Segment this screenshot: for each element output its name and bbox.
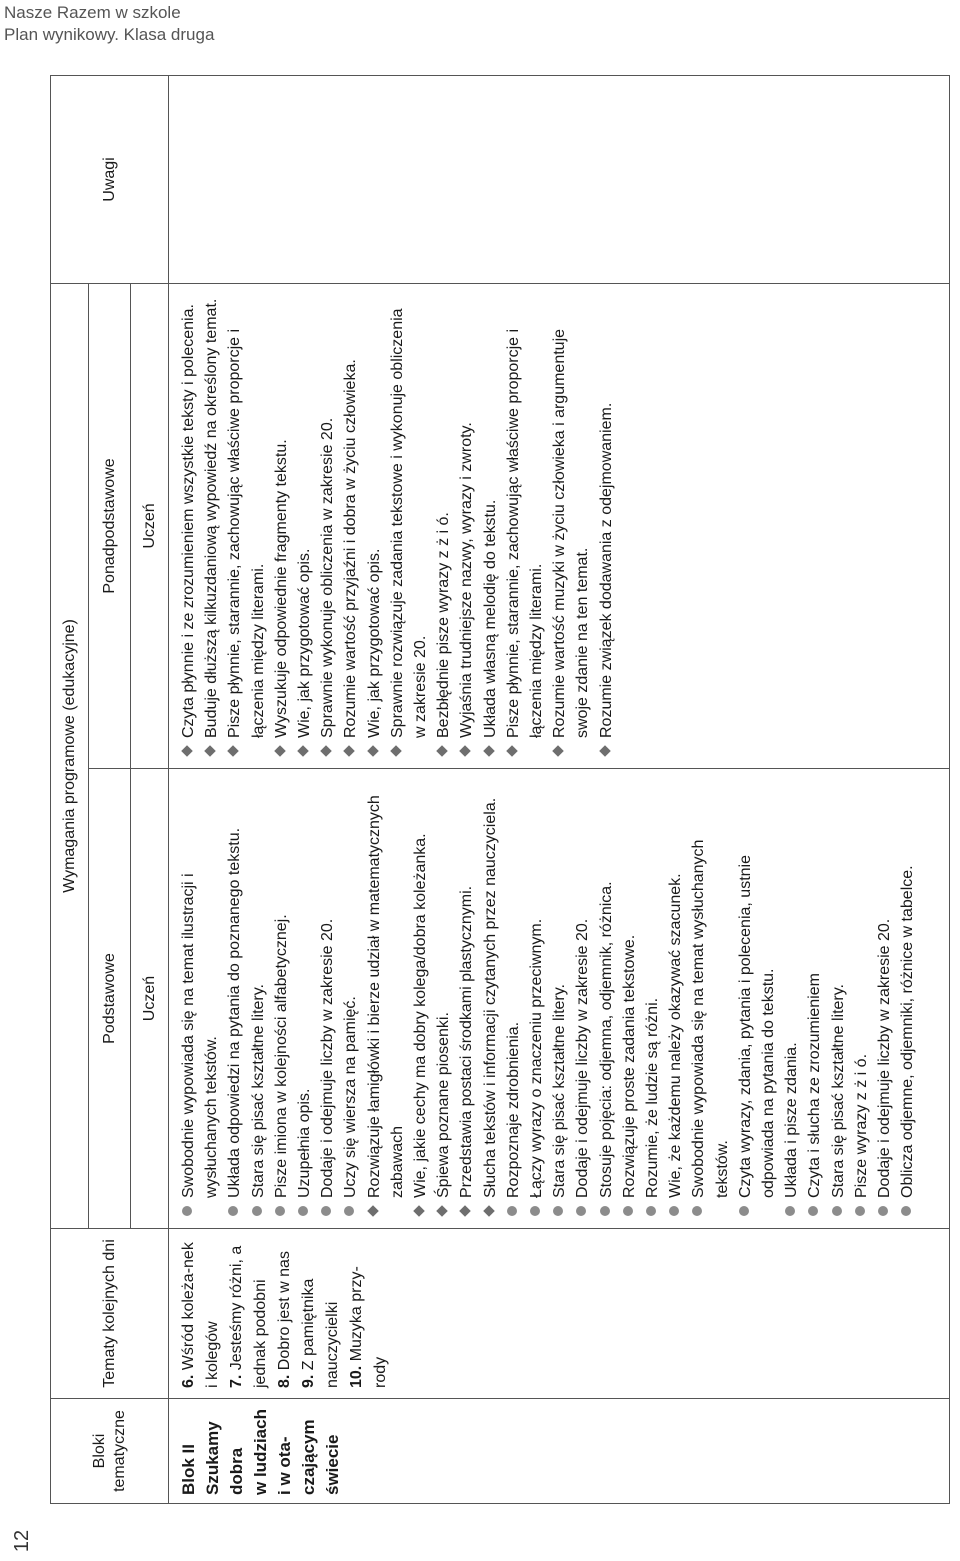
requirement-item [548,779,571,1218]
requirement-text: Uzupełnia opis. [296,1088,314,1198]
requirement-text: Swobodnie wypowiada się na temat ilustracji i wysłuchanych tekstów. [180,873,221,1198]
bullet-diamond-icon [552,745,564,757]
requirement-item [316,779,339,1218]
bullet-dot-icon [832,1206,842,1216]
requirement-text: Rozwiązuje proste zadania tekstowe. [620,934,638,1198]
requirement-text: Uczy się wiersza na pamięć. [342,996,360,1198]
requirement-item [687,779,733,1218]
bullet-dot-icon [878,1206,888,1216]
requirement-item [525,779,548,1218]
requirement-item [409,779,432,1218]
requirement-text: Słucha tekstów i informacji czytanych przez nauczyciela. [481,797,499,1198]
requirement-text: Sprawnie rozwiązuje zadania tekstowe i wykonuje obliczenia w zakresie 20. [388,308,430,738]
bullet-diamond-icon [228,745,240,757]
requirement-item [571,779,594,1218]
rotated-table-wrapper [50,76,950,1504]
requirement-text: Układa własną melodię do tekstu. [481,499,499,738]
requirement-text: Wie, jak przygotować opis. [365,548,383,738]
requirement-item [270,779,293,1218]
requirement-item [548,294,594,758]
bullet-dot-icon [576,1206,586,1216]
requirement-text: Wie, jak przygotować opis. [296,548,314,738]
notes-cell [169,75,950,283]
requirement-item [223,294,269,758]
bullet-dot-icon [855,1206,865,1216]
requirement-item [664,779,687,1218]
bullet-diamond-icon [460,745,472,757]
requirement-text: Stara się pisać kształtne litery. [249,983,267,1198]
requirement-text: Rozumie, że ludzie są różni. [644,997,662,1198]
requirement-item [339,779,362,1218]
requirement-item [316,294,339,758]
requirement-text: Czyta wyrazy, zdania, pytania i polecenia, ustnie odpowiada na pytania do tekstu. [736,855,778,1198]
bullet-dot-icon [692,1206,702,1216]
bullet-dot-icon [321,1206,331,1216]
requirement-item [595,294,618,758]
requirement-item [363,779,409,1218]
bullet-dot-icon [344,1206,354,1216]
bullet-diamond-icon [320,745,332,757]
requirement-text: Czyta i słucha ze zrozumieniem [806,973,824,1198]
bullet-diamond-icon [506,745,518,757]
plan-table [50,75,950,1504]
bullet-dot-icon [228,1206,238,1216]
requirement-item [479,294,502,758]
topic-item: 6. Wśród koleża-nek i kolegów [180,1242,221,1388]
bullet-dot-icon [530,1206,540,1216]
topic-item: 9. Z pamiętnika nauczycielki [300,1278,341,1388]
topics-cell [169,1229,950,1399]
topic-item: 8. Dobro jest w nas [276,1251,293,1388]
bullet-dot-icon [275,1206,285,1216]
requirement-item [618,779,641,1218]
header-bloki: Bloki tematyczne [51,1399,169,1504]
requirement-text: Czyta płynnie i ze zrozumieniem wszystkie teksty i polecenia. [180,304,197,738]
requirement-item [455,294,478,758]
requirement-text: Wyjaśnia trudniejsze nazwy, wyrazy i zwroty. [458,422,476,738]
requirement-item [850,779,873,1218]
running-head-subtitle: Plan wynikowy. Klasa druga [4,25,215,44]
requirement-item [247,779,270,1218]
requirement-text: Pisze płynnie, starannie, zachowując właściwe proporcje i łączenia między literami. [504,328,546,738]
requirement-item [363,294,386,758]
requirement-text: Rozpoznaje zdrobnienia. [504,1021,522,1198]
requirement-text: Dodaje i odejmuje liczby w zakresie 20. [876,918,894,1198]
basic-requirements-list [177,779,920,1218]
requirement-text: Stara się pisać kształtne litery. [829,983,847,1198]
bullet-diamond-icon [460,1205,472,1217]
requirement-text: Układa i pisze zdania. [783,1042,801,1198]
block-title-line: świecie [323,1434,342,1495]
bullet-diamond-icon [367,745,379,757]
topic-item: 7. Jesteśmy różni, a jednak podobni [228,1245,269,1388]
bullet-dot-icon [600,1206,610,1216]
requirement-item [873,779,896,1218]
block-title-line: i w ota- [275,1436,294,1495]
bullet-diamond-icon [274,745,286,757]
requirement-item [270,294,293,758]
requirement-text: Rozumie związek dodawania z odejmowaniem. [597,402,615,738]
header-ponadpodstawowe: Ponadpodstawowe [89,283,131,768]
header-uczen-podstawowe: Uczeń [131,769,169,1229]
requirement-item [734,779,780,1218]
requirement-item [293,779,316,1218]
requirement-item [293,294,316,758]
block-number: Blok II [179,1443,198,1495]
requirement-item [455,779,478,1218]
requirement-text: Swobodnie wypowiada się na temat wysłuchanych tekstów. [690,839,731,1198]
requirement-text: Rozwiązuje łamigłówki i bierze udział w matematycznych zabawach [365,795,406,1198]
basic-requirements-cell [169,769,950,1229]
block-title-line: w ludziach [251,1409,270,1495]
bullet-diamond-icon [344,745,356,757]
bullet-dot-icon [739,1206,749,1216]
bullet-diamond-icon [413,1205,425,1217]
bullet-diamond-icon [297,745,309,757]
requirement-text: Wyszukuje odpowiednie fragmenty tekstu. [272,439,290,738]
requirement-text: Wie, jakie cechy ma dobry kolega/dobra koleżanka. [412,833,430,1198]
requirement-text: Układa odpowiedzi na pytania do poznanego tekstu. [226,827,244,1198]
requirement-item [827,779,850,1218]
requirement-text: Stosuje pojęcia: odjemna, odjemnik, różnica. [597,881,615,1198]
advanced-requirements-list [177,294,618,758]
header-tematy: Tematy kolejnych dni [51,1229,169,1399]
bullet-dot-icon [646,1206,656,1216]
bullet-dot-icon [785,1206,795,1216]
requirement-item [223,779,246,1218]
header-wymagania: Wymagania programowe (edukacyjne) [51,283,89,1228]
running-head-title: Nasze Razem w szkole [4,3,181,22]
requirement-item [200,294,223,758]
requirement-text: Rozumie wartość przyjaźni i dobra w życiu człowieka. [342,359,360,738]
requirement-text: Śpiewa poznane piosenki. [435,1012,453,1198]
bullet-dot-icon [553,1206,563,1216]
requirement-text: Sprawnie wykonuje obliczenia w zakresie 20. [319,417,337,738]
requirement-text: Dodaje i odejmuje liczby w zakresie 20. [574,918,592,1198]
requirement-item [177,779,223,1218]
block-title-line: Szukamy dobra [203,1421,246,1495]
requirement-text: Rozumie wartość muzyki w życiu człowieka i argumentuje swoje zdanie na ten temat. [551,328,592,738]
bullet-dot-icon [669,1206,679,1216]
bullet-diamond-icon [436,745,448,757]
header-uczen-ponadpodstawowe: Uczeń [131,283,169,768]
block-name-cell [169,1399,950,1504]
running-head [4,2,214,46]
topic-item: 10. Muzyka przy-rody [348,1266,389,1388]
requirement-item [896,779,919,1218]
bullet-diamond-icon [483,1205,495,1217]
page-number: 12 [11,1529,33,1553]
block-title-line: czającym [299,1419,318,1495]
bullet-diamond-icon [181,745,193,757]
bullet-dot-icon [808,1206,818,1216]
requirement-text: Pisze płynnie, starannie, zachowując właściwe proporcje i łączenia między literami. [226,328,267,738]
requirement-text: Dodaje i odejmuje liczby w zakresie 20. [319,918,337,1198]
requirement-item [432,294,455,758]
requirement-text: Bezbłędnie pisze wyrazy z ż i ó. [435,512,453,738]
bullet-diamond-icon [204,745,216,757]
header-podstawowe: Podstawowe [89,769,131,1229]
bullet-dot-icon [901,1206,911,1216]
requirement-item [641,779,664,1218]
requirement-item [595,779,618,1218]
requirement-item [502,779,525,1218]
bullet-diamond-icon [367,1205,379,1217]
requirement-item [432,779,455,1218]
header-uwagi: Uwagi [51,75,169,283]
requirement-item [339,294,362,758]
requirement-item [386,294,432,758]
requirement-text: Łączy wyrazy o znaczeniu przeciwnym. [528,918,546,1198]
bullet-diamond-icon [599,745,611,757]
advanced-requirements-cell [169,283,950,768]
bullet-dot-icon [623,1206,633,1216]
bullet-diamond-icon [436,1205,448,1217]
requirement-text: Stara się pisać kształtne litery. [551,983,569,1198]
requirement-item [780,779,803,1218]
bullet-dot-icon [252,1206,262,1216]
requirement-item [502,294,548,758]
bullet-dot-icon [182,1206,192,1216]
requirement-text: Pisze wyrazy z ż i ó. [852,1053,870,1198]
bullet-dot-icon [298,1206,308,1216]
bullet-diamond-icon [483,745,495,757]
requirement-item [177,294,200,758]
bullet-dot-icon [507,1206,517,1216]
requirement-item [479,779,502,1218]
requirement-text: Oblicza odjemne, odjemniki, różnice w tabelce. [899,865,917,1198]
requirement-text: Przedstawia postaci środkami plastycznymi. [458,885,476,1198]
requirement-item [803,779,826,1218]
requirement-text: Buduje dłuższą kilkuzdaniową wypowiedź na określony temat. [203,298,221,738]
bullet-diamond-icon [390,745,402,757]
requirement-text: Pisze imiona w kolejności alfabetycznej. [272,914,290,1198]
requirement-text: Wie, że każdemu należy okazywać szacunek. [667,873,685,1198]
